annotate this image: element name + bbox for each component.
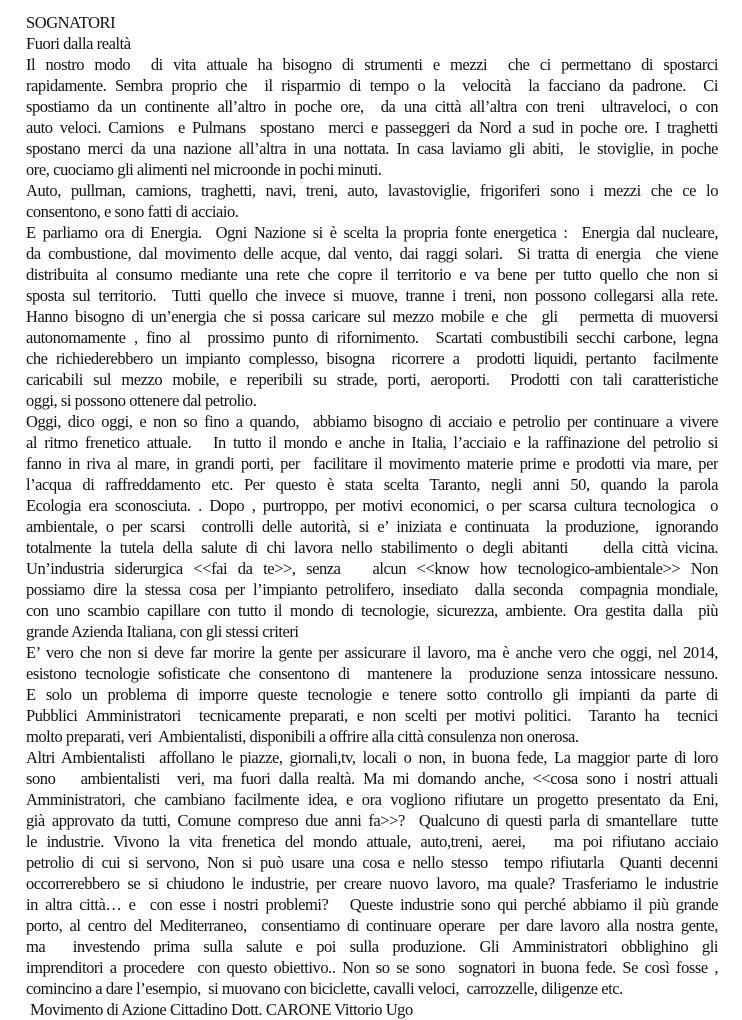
paragraph	[26, 54, 718, 180]
text-line: l’acqua di raffreddamento etc. Per questo è stata scelta Taranto, negli anni 50, quando la parola	[26, 475, 718, 494]
paragraph	[26, 180, 718, 222]
text-line: sono ambientalisti veri, ma fuori dalla realtà. Ma mi domando anche, <<cosa sono i nostri attuali	[26, 769, 718, 788]
text-line: spostiamo da un continente all’altro in poche ore, da una città all’altra con treni ultraveloci, o con	[26, 97, 718, 116]
text-line: E parliamo ora di Energia. Ogni Nazione si è scelta la propria fonte energetica : Energia dal nucleare,	[26, 223, 718, 242]
text-line: grande Azienda Italiana, con gli stessi criteri	[26, 622, 299, 641]
text-line: Oggi, dico oggi, e non so fino a quando, abbiamo bisogno di acciaio e petrolio per continuare a vivere	[26, 412, 718, 431]
text-line: auto veloci. Camions e Pulmans spostano merci e passeggeri da Nord a sud in poche ore. I traghetti	[26, 118, 718, 137]
text-line: da combustione, dal movimento delle acque, dal vento, dai raggi solari. Si tratta di energia che viene	[26, 244, 718, 263]
text-line: Auto, pullman, camions, traghetti, navi, treni, auto, lavastoviglie, frigoriferi sono i mezzi che ce lo	[26, 181, 718, 200]
text-line: autonomamente , fino al prossimo punto di rifornimento. Scartati combustibili secchi carbone, legna	[26, 328, 718, 347]
text-line: petrolio di cui si servono, Non si può usare una cosa e nello stesso tempo rifiutarla Quanti decenni	[26, 853, 718, 872]
text-line: Ecologia era sconosciuta. . Dopo , purtroppo, per motivi economici, o per scarsa cultura tecnologica o	[26, 496, 718, 515]
text-line: fanno in riva al mare, in grandi porti, per facilitare il movimento materie prime e prodotti via mare, per	[26, 454, 718, 473]
paragraph	[26, 642, 718, 747]
text-line: comincino a dare l’esempio, si muovano con biciclette, cavalli veloci, carrozzelle, diligenze etc.	[26, 979, 623, 998]
document-title: SOGNATORI	[26, 13, 116, 32]
text-line: le industrie. Vivono la vita frenetica del mondo attuale, auto,treni, aerei, ma poi rifiutano acciaio	[26, 832, 718, 851]
text-line: Il nostro modo di vita attuale ha bisogno di strumenti e mezzi che ci permettano di spostarci	[26, 55, 718, 74]
text-line: Amministratori, che cambiano facilmente idea, e ora vogliono rifiutare un progetto presentato da Eni,	[26, 790, 718, 809]
text-line: caricabili sul mezzo mobile, e reperibili su strade, porti, aeroporti. Prodotti con tali caratteristiche	[26, 370, 718, 389]
text-line: Pubblici Amministratori tecnicamente preparati, e non scelti per motivi politici. Taranto ha tecnici	[26, 706, 718, 725]
text-line: rapidamente. Sembra proprio che il risparmio di tempo o la velocità la facciano da padrone. Ci	[26, 76, 718, 95]
text-line: ore, cuociamo gli alimenti nel microonde in pochi minuti.	[26, 160, 382, 179]
document-body	[26, 54, 718, 999]
text-line: consentono, e sono fatti di acciaio.	[26, 202, 239, 221]
paragraph	[26, 411, 718, 642]
text-line: ma investendo prima sulla salute e poi sulla produzione. Gli Amministratori obblighino gli	[26, 937, 718, 956]
text-line: in altra città… e con esse i nostri problemi? Queste industrie sono qui perché abbiamo il più grande	[26, 895, 718, 914]
text-line: imprenditori a procedere con questo obiettivo.. Non so se sono sognatori in buona fede. Se così fosse ,	[26, 958, 718, 977]
text-line: che richiederebbero un impianto complesso, bisogna ricorrere a prodotti liquidi, pertanto facilmente	[26, 349, 718, 368]
paragraph	[26, 222, 718, 411]
text-line: oggi, si possono ottenere dal petrolio.	[26, 391, 257, 410]
text-line: totalmente la tutela della salute di chi lavora nello stabilimento o degli abitanti della città vicina.	[26, 538, 718, 557]
paragraph	[26, 747, 718, 999]
text-line: con uno scambio capillare con tutto il mondo di tecnologie, sicurezza, ambiente. Ora gestita dalla più	[26, 601, 718, 620]
text-line: Altri Ambientalisti affollano le piazze, giornali,tv, locali o non, in buona fede, La maggior parte di loro	[26, 748, 718, 767]
text-line: ambientale, o per scarsi controlli delle autorità, si e’ iniziata e continuata la produzione, ignorando	[26, 517, 718, 536]
text-line: al ritmo frenetico attuale. In tutto il mondo e anche in Italia, l’acciaio e la raffinazione del petrolio si	[26, 433, 718, 452]
text-line: E’ vero che non si deve far morire la gente per assicurare il lavoro, ma è anche vero che oggi, nel 2014,	[26, 643, 718, 662]
document-page	[26, 12, 718, 1020]
document-subtitle: Fuori dalla realtà	[26, 34, 131, 53]
text-line: spostano merci da una nazione all’altra in una nottata. In casa laviamo gli abiti, le stoviglie, in poche	[26, 139, 718, 158]
text-line: occorrerebbero se si chiudono le industrie, per creare nuovo lavoro, ma quale? Trasferiamo le industrie	[26, 874, 718, 893]
text-line: Hanno bisogno di un’energia che si possa caricare sul mezzo mobile e che gli permetta di muoversi	[26, 307, 718, 326]
text-line: sposta sul territorio. Tutti quello che invece si muove, tranne i treni, non possono collegarsi alla rete.	[26, 286, 718, 305]
text-line: Un’industria siderurgica <<fai da te>>, senza alcun <<know how tecnologico-ambientale>> Non	[26, 559, 718, 578]
text-line: E solo un problema di imporre queste tecnologie e tenere sotto controllo gli impianti da parte di	[26, 685, 718, 704]
text-line: già approvato da tutti, Comune compreso due anni fa>>? Qualcuno di questi parla di smantellare tutte	[26, 811, 718, 830]
text-line: distribuita al consumo mediante una rete che copre il territorio e va bene per tutto quello che non si	[26, 265, 718, 284]
text-line: porto, al centro del Mediterraneo, consentiamo di continuare operare per dare lavoro alla nostra gente,	[26, 916, 718, 935]
text-line: esistono tecnologie sofisticate che consentono di mantenere la produzione senza intossicare nessuno.	[26, 664, 718, 683]
signature: Movimento di Azione Cittadino Dott. CARONE Vittorio Ugo	[30, 1000, 413, 1019]
text-line: molto preparati, veri Ambientalisti, disponibili a offrire alla città consulenza non onerosa.	[26, 727, 579, 746]
text-line: possiamo dire la stessa cosa per l’impianto petrolifero, insediato dalla seconda compagnia mondiale,	[26, 580, 718, 599]
